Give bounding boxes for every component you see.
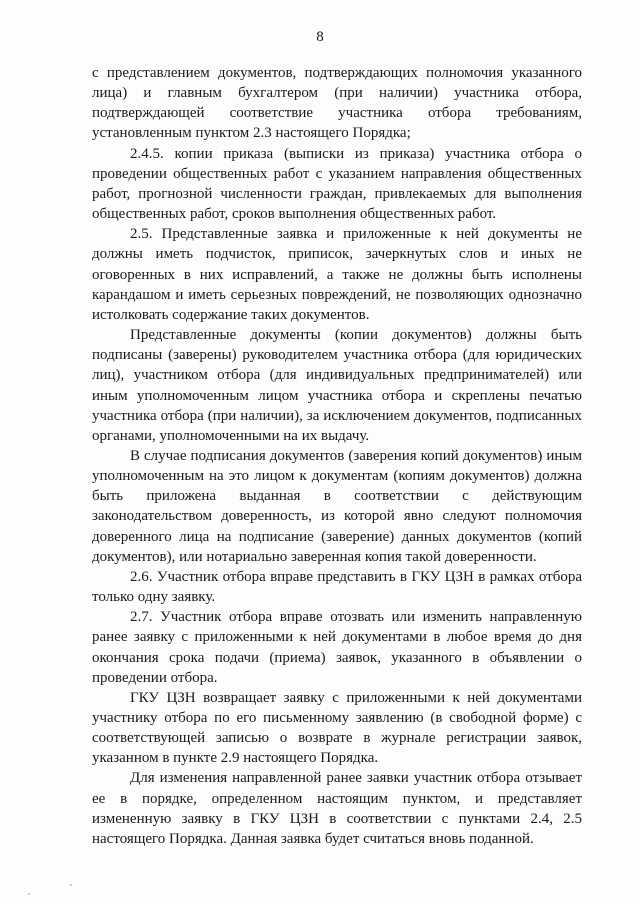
paragraph-2-4-5: 2.4.5. копии приказа (выписки из приказа) участника отбора о проведении общественных работ с указанием направления общественных работ, прогнозной численности граждан, привлекаемых для выполнения общественных работ, сроков выполнения общественных работ. [92, 145, 582, 223]
paragraph-continuation: с представлением документов, подтверждающих полномочия указанного лица) и главным бухгалтером (при наличии) участника отбора, подтверждающей соответствие участника отбора требованиям, установленным пунктом 2.3 настоящего Порядка; [92, 65, 582, 142]
paragraph-power-of-attorney: В случае подписания документов (заверения копий документов) иным уполномоченным на это лицом к документам (копиям документов) должна быть приложена выданная в соответствии с действующим законодательством доверенность, из которой явно следуют полномочия доверенного лица на подписание (заверение) данных документов (копий документов), или нотариально заверенная копия такой доверенности. [92, 447, 582, 565]
paragraph-change-application: Для изменения направленной ранее заявки участник отбора отзывает ее в порядке, определенном настоящим пунктом, и представляет измененную заявку в ГКУ ЦЗН в соответствии с пунктами 2.4, 2.5 настоящего Порядка. Данная заявка будет считаться вновь поданной. [92, 770, 582, 847]
paragraph-2-6: 2.6. Участник отбора вправе представить в ГКУ ЦЗН в рамках отбора только одну заявку. [92, 568, 582, 606]
scan-speck [28, 893, 30, 895]
paragraph-2-7: 2.7. Участник отбора вправе отозвать или изменить направленную ранее заявку с приложенными к ней документами в любое время до дня окончания срока подачи (приема) заявок, указанного в объявлении о проведении отбора. [92, 609, 582, 686]
paragraph-documents-signed: Представленные документы (копии документов) должны быть подписаны (заверены) руководителем участника отбора (для юридических лиц), участником отбора (для индивидуальных предпринимателей) или иным уполномоченным лицом участника отбора и скреплены печатью участника отбора (при наличии), за исключением документов, подписанных органами, уполномоченными на их выдачу. [92, 327, 582, 444]
paragraph-return-application: ГКУ ЦЗН возвращает заявку с приложенными к ней документами участнику отбора по его письменному заявлению (в свободной форме) с соответствующей записью о возврате в журнале регистрации заявок, указанном в пункте 2.9 настоящего Порядка. [92, 689, 582, 767]
page-number: 8 [316, 29, 324, 45]
scan-speck [70, 884, 72, 886]
document-body [92, 63, 582, 849]
paragraph-2-5: 2.5. Представленные заявка и приложенные к ней документы не должны иметь подчисток, приписок, зачеркнутых слов и иных не оговоренных в них исправлений, а также не должны быть исполнены карандашом и иметь серьезных повреждений, не позволяющих однозначно истолковать содержание таких документов. [92, 226, 582, 323]
